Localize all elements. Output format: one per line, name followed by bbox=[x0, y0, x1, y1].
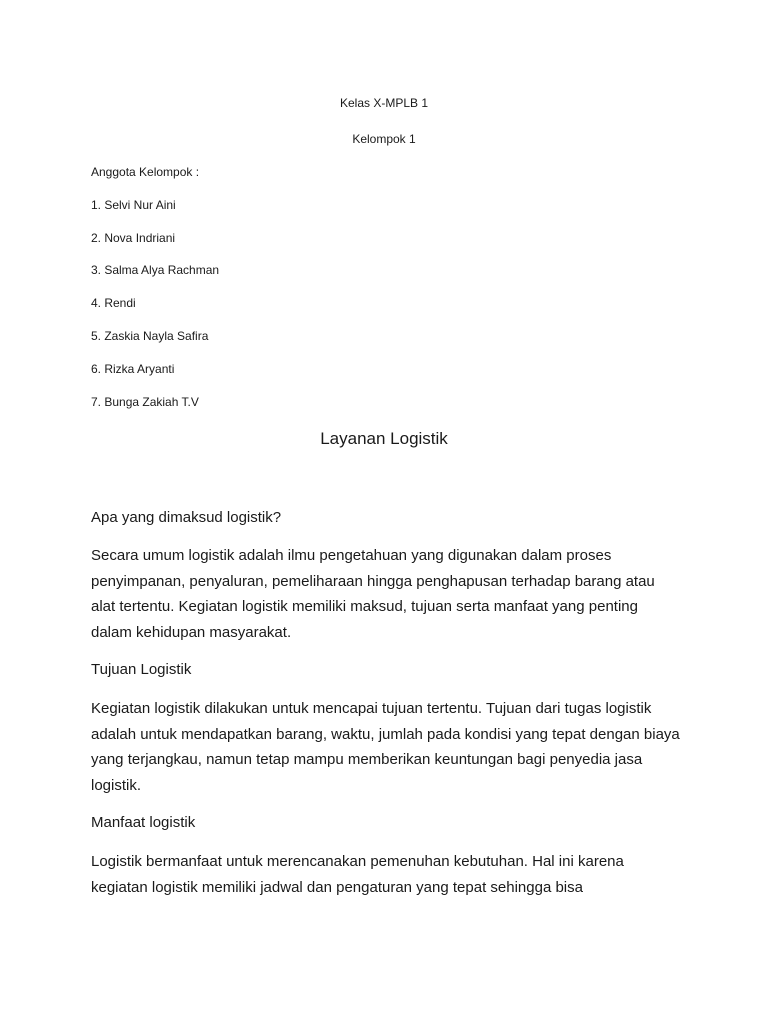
member-item: 3. Salma Alya Rachman bbox=[91, 263, 220, 277]
members-label: Anggota Kelompok : bbox=[91, 165, 200, 179]
section-paragraph: Logistik bermanfaat untuk merencanakan pemenuhan kebutuhan. Hal ini karena kegiatan logistik memiliki jadwal dan pengaturan yang tepat sehingga bisa bbox=[91, 853, 624, 896]
class-line: Kelas X-MPLB 1 bbox=[339, 96, 429, 110]
section-heading: Manfaat logistik bbox=[91, 814, 196, 831]
section-paragraph: Kegiatan logistik dilakukan untuk mencapai tujuan tertentu. Tujuan dari tugas logistik adalah untuk mendapatkan barang, waktu, jumlah pada kondisi yang tepat dengan biaya yang terjangkau, namun tetap mampu memberikan keuntungan bagi penyedia jasa logistik. bbox=[91, 700, 680, 794]
document-title: Layanan Logistik bbox=[320, 429, 448, 448]
section-heading: Tujuan Logistik bbox=[91, 661, 192, 678]
member-item: 7. Bunga Zakiah T.V bbox=[91, 395, 199, 409]
section-paragraph: Secara umum logistik adalah ilmu pengetahuan yang digunakan dalam proses penyimpanan, penyaluran, pemeliharaan hingga penghapusan terhadap barang atau alat tertentu. Kegiatan logistik memiliki maksud, tujuan serta manfaat yang penting dalam kehidupan masyarakat. bbox=[91, 547, 655, 641]
member-item: 5. Zaskia Nayla Safira bbox=[91, 329, 209, 343]
member-item: 6. Rizka Aryanti bbox=[91, 362, 175, 376]
group-line: Kelompok 1 bbox=[352, 132, 416, 146]
section-heading: Apa yang dimaksud logistik? bbox=[91, 509, 282, 526]
member-item: 4. Rendi bbox=[91, 296, 136, 310]
member-item: 1. Selvi Nur Aini bbox=[91, 198, 176, 212]
member-item: 2. Nova Indriani bbox=[91, 231, 176, 245]
